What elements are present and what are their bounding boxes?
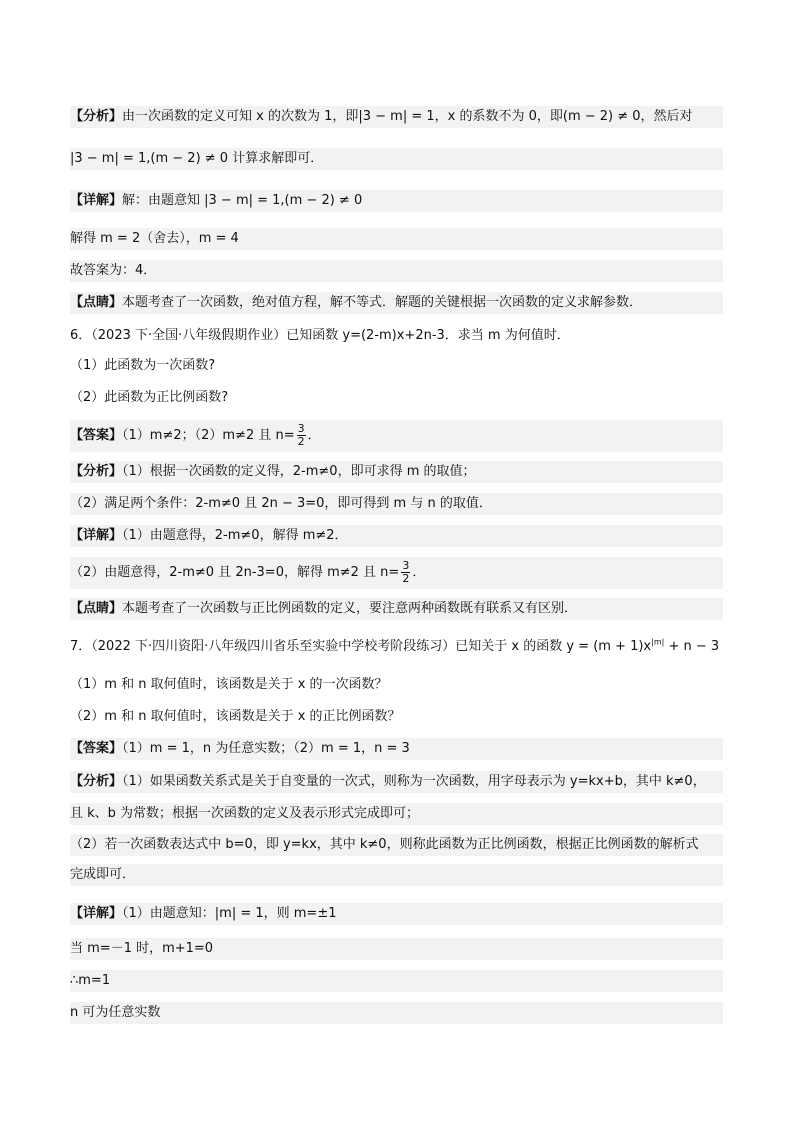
comment-tag: 【点睛】: [70, 295, 123, 310]
q6-detail-text-1: （1）由题意得，2-m≠0，解得 m≠2．: [122, 528, 348, 543]
detail-tag: 【详解】: [70, 528, 123, 543]
q5-analysis-text-1: 由一次函数的定义可知 x 的次数为 1，即|3 − m| = 1，x 的系数不为 0，即(m − 2) ≠ 0，然后对: [122, 109, 693, 124]
q6-answer: [70, 420, 723, 452]
q6-stem-text: 6．（2023 下·全国·八年级假期作业）已知函数 y=(2-m)x+2n-3．求当 m 为何值时．: [70, 328, 570, 343]
q5-detail-line-1: [70, 190, 723, 212]
q5-analysis-text-2: |3 − m| = 1,(m − 2) ≠ 0 计算求解即可．: [70, 151, 324, 166]
answer-tag: 【答案】: [70, 428, 123, 443]
detail-tag: 【详解】: [70, 906, 123, 921]
q6-part-2-text: （2）此函数为正比例函数?: [70, 390, 229, 405]
fraction-denominator: 2: [297, 435, 305, 448]
q6-comment-line: [70, 598, 723, 620]
q5-analysis-line-1: [70, 106, 723, 128]
fraction-denominator: 2: [402, 572, 410, 585]
q7-detail-line-1: [70, 903, 723, 925]
q7-detail-text-2: 当 m=－1 时，m+1=0: [70, 941, 214, 956]
q6-part-1-text: （1）此函数为一次函数?: [70, 358, 216, 373]
q6-detail-end: ．: [412, 565, 426, 580]
q6-detail-text-2: （2）由题意得，2-m≠0 且 2n-3=0，解得 m≠2 且 n=: [70, 565, 400, 580]
q7-answer-text: （1）m = 1，n 为任意实数；（2）m = 1，n = 3: [122, 741, 410, 756]
q7-detail-text-3: ∴m=1: [70, 973, 111, 988]
q6-answer-fraction: [297, 423, 306, 448]
q6-part-1: [70, 355, 723, 377]
q7-analysis-text-2: 且 k、b 为常数；根据一次函数的定义及表示形式完成即可；: [70, 806, 420, 821]
q7-answer: [70, 738, 723, 760]
q7-analysis-line-4: [70, 864, 723, 886]
q6-detail-line-2: [70, 557, 723, 589]
q6-stem: [70, 325, 723, 347]
q7-part-2: [70, 706, 723, 728]
q6-analysis-text-2: （2）满足两个条件：2-m≠0 且 2n − 3=0，即可得到 m 与 n 的取值．: [70, 496, 492, 511]
q7-stem-pre: 7．（2022 下·四川资阳·八年级四川省乐至实验中学校考阶段练习）已知关于 x 的函数 y = (m + 1)x: [70, 639, 652, 654]
q6-comment-text: 本题考查了一次函数与正比例函数的定义，要注意两种函数既有联系又有区别．: [122, 601, 578, 616]
comment-tag: 【点睛】: [70, 601, 123, 616]
analysis-tag: 【分析】: [70, 109, 123, 124]
analysis-tag: 【分析】: [70, 464, 123, 479]
q5-detail-text-3: 故答案为：4．: [70, 263, 157, 278]
q6-answer-text: （1）m≠2；（2）m≠2 且 n=: [122, 428, 295, 443]
analysis-tag: 【分析】: [70, 774, 123, 789]
q6-detail-fraction: [401, 560, 410, 585]
q7-analysis-text-1: （1）如果函数关系式是关于自变量的一次式，则称为一次函数，用字母表示为 y=kx+b，其中 k≠0，: [122, 774, 706, 789]
q5-detail-text-1: 解：由题意知 |3 − m| = 1,(m − 2) ≠ 0: [122, 193, 363, 208]
q5-detail-line-2: [70, 228, 723, 250]
q7-analysis-line-2: [70, 803, 723, 825]
answer-tag: 【答案】: [70, 741, 123, 756]
q7-detail-line-3: [70, 970, 723, 992]
q7-detail-text-4: n 可为任意实数: [70, 1005, 161, 1020]
q6-analysis-line-1: [70, 461, 723, 483]
q6-answer-end: ．: [307, 428, 321, 443]
q5-detail-text-2: 解得 m = 2（舍去），m = 4: [70, 231, 239, 246]
q5-detail-line-3: [70, 260, 723, 282]
q7-stem-post: + n − 3: [664, 639, 720, 654]
q7-stem: [70, 636, 723, 658]
q7-analysis-line-1: [70, 771, 723, 793]
q7-analysis-text-3: （2）若一次函数表达式中 b=0，即 y=kx，其中 k≠0，则称此函数为正比例函数，根据正比例函数的解析式: [70, 837, 699, 852]
detail-tag: 【详解】: [70, 193, 123, 208]
q5-comment-text: 本题考查了一次函数，绝对值方程，解不等式．解题的关键根据一次函数的定义求解参数．: [122, 295, 643, 310]
q7-part-1: [70, 674, 723, 696]
q7-part-2-text: （2）m 和 n 取何值时，该函数是关于 x 的正比例函数？: [70, 709, 401, 724]
q7-detail-text-1: （1）由题意知：|m| = 1，则 m=±1: [122, 906, 337, 921]
q7-part-1-text: （1）m 和 n 取何值时，该函数是关于 x 的一次函数？: [70, 677, 388, 692]
fraction-numerator: 3: [297, 422, 305, 435]
q7-analysis-line-3: [70, 834, 723, 856]
fraction-numerator: 3: [402, 559, 410, 572]
q5-comment-line: [70, 292, 723, 314]
q6-analysis-line-2: [70, 493, 723, 515]
q6-detail-line-1: [70, 525, 723, 547]
q7-detail-line-2: [70, 938, 723, 960]
q7-stem-exponent: |m|: [651, 637, 665, 647]
q6-analysis-text-1: （1）根据一次函数的定义得，2-m≠0，即可求得 m 的取值；: [122, 464, 476, 479]
q6-part-2: [70, 387, 723, 409]
q7-analysis-text-4: 完成即可．: [70, 867, 136, 882]
q7-detail-line-4: [70, 1002, 723, 1024]
q5-analysis-line-2: [70, 148, 723, 170]
